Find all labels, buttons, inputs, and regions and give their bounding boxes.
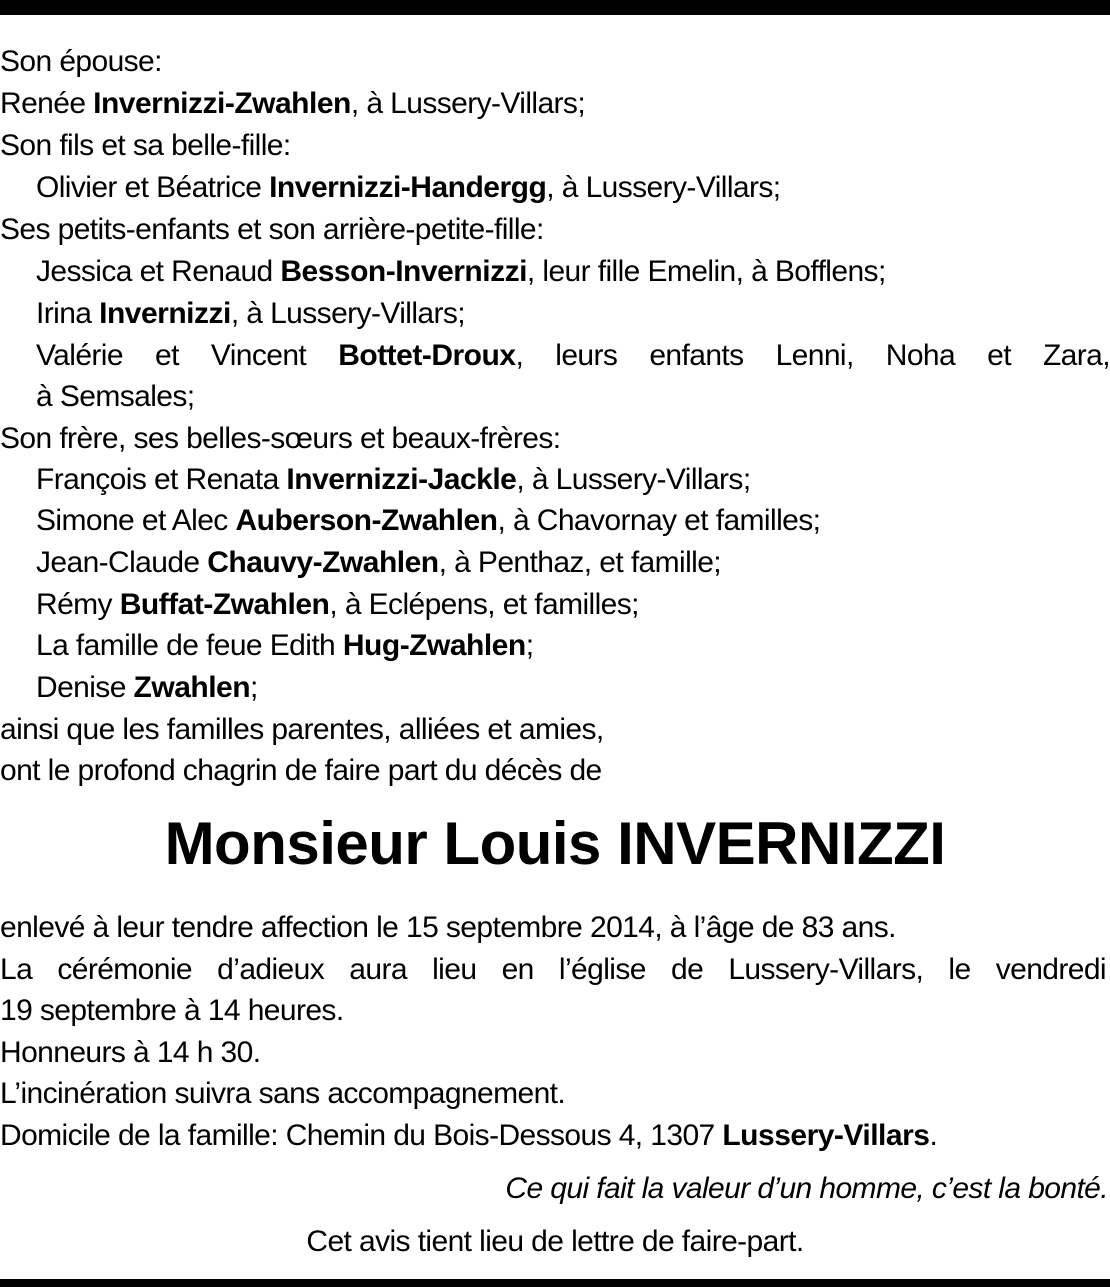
locality: , leurs enfants Lenni, Noha et Zara, xyxy=(515,339,1110,372)
surname: Hug-Zwahlen xyxy=(342,629,526,662)
locality: , à Lussery-Villars; xyxy=(350,87,586,120)
honours-line: Honneurs à 14 h 30. xyxy=(0,1036,261,1069)
sibling-line xyxy=(36,543,721,583)
grandchild-line-continuation: à Semsales; xyxy=(36,380,195,413)
closing-line: ainsi que les familles parentes, alliées et amies, xyxy=(0,713,604,746)
siblings-heading: Son frère, ses belles-sœurs et beaux-frères: xyxy=(0,422,561,455)
first-names: Olivier et Béatrice xyxy=(36,171,270,204)
ceremony-line: 19 septembre à 14 heures. xyxy=(0,994,344,1027)
grandchild-line xyxy=(36,252,886,292)
first-names: Simone et Alec xyxy=(36,504,236,537)
footer-note: Cet avis tient lieu de lettre de faire-part. xyxy=(306,1225,804,1258)
grandchildren-heading: Ses petits-enfants et son arrière-petite-fille: xyxy=(0,213,544,246)
locality: , à Lussery-Villars; xyxy=(546,171,781,204)
first-names: Renée xyxy=(0,87,94,120)
sibling-line xyxy=(36,585,639,625)
surname: Bottet-Droux xyxy=(338,339,516,372)
son-line xyxy=(36,168,781,208)
sibling-line xyxy=(36,501,820,541)
sibling-line xyxy=(36,668,258,708)
surname: Zwahlen xyxy=(133,671,251,704)
ceremony-line: La cérémonie d’adieux aura lieu en l’église de Lussery-Villars, le vendredi xyxy=(0,953,1106,986)
locality: , à Lussery-Villars; xyxy=(230,297,466,330)
grandchild-line xyxy=(36,336,1110,376)
deceased-name: Monsieur Louis INVERNIZZI xyxy=(164,810,946,877)
bottom-rule xyxy=(0,1279,1110,1287)
top-rule xyxy=(0,0,1110,15)
surname: Invernizzi-Zwahlen xyxy=(93,87,351,120)
surname: Chauvy-Zwahlen xyxy=(207,546,439,579)
first-names: Jean-Claude xyxy=(36,546,208,579)
domicile-line xyxy=(0,1116,937,1156)
first-names: Rémy xyxy=(36,588,120,621)
surname: Auberson-Zwahlen xyxy=(235,504,498,537)
first-names: Irina xyxy=(36,297,100,330)
locality: , à Chavornay et familles; xyxy=(497,504,821,537)
locality: , leur fille Emelin, à Bofflens; xyxy=(526,255,886,288)
first-names: Jessica et Renaud xyxy=(36,255,281,288)
closing-line: ont le profond chagrin de faire part du décès de xyxy=(0,754,602,787)
spouse-line xyxy=(0,84,585,124)
first-names: Valérie et Vincent xyxy=(36,339,339,372)
first-names: François et Renata xyxy=(36,463,287,496)
first-names: La famille de feue Edith xyxy=(36,629,343,662)
domicile-place: Lussery-Villars xyxy=(722,1119,930,1152)
grandchild-line xyxy=(36,294,465,334)
quote: Ce qui fait la valeur d’un homme, c’est la bonté. xyxy=(505,1172,1108,1205)
surname: Invernizzi xyxy=(99,297,231,330)
sibling-line xyxy=(36,626,533,666)
passing-line: enlevé à leur tendre affection le 15 septembre 2014, à l’âge de 83 ans. xyxy=(0,911,896,944)
surname: Invernizzi-Jackle xyxy=(286,463,517,496)
surname: Invernizzi-Handergg xyxy=(269,171,547,204)
locality: ; xyxy=(250,671,258,704)
locality: , à Lussery-Villars; xyxy=(516,463,751,496)
domicile-end: . xyxy=(929,1119,938,1152)
locality: , à Penthaz, et famille; xyxy=(438,546,722,579)
domicile-address: Domicile de la famille: Chemin du Bois-Dessous 4, 1307 xyxy=(0,1119,723,1152)
surname: Buffat-Zwahlen xyxy=(119,588,330,621)
sibling-line xyxy=(36,460,751,500)
first-names: Denise xyxy=(36,671,134,704)
locality: ; xyxy=(525,629,534,662)
incineration-line: L’incinération suivra sans accompagnement. xyxy=(0,1077,566,1110)
locality: , à Eclépens, et familles; xyxy=(329,588,639,621)
surname: Besson-Invernizzi xyxy=(280,255,527,288)
son-heading: Son fils et sa belle-fille: xyxy=(0,129,291,162)
spouse-heading: Son épouse: xyxy=(0,45,162,78)
